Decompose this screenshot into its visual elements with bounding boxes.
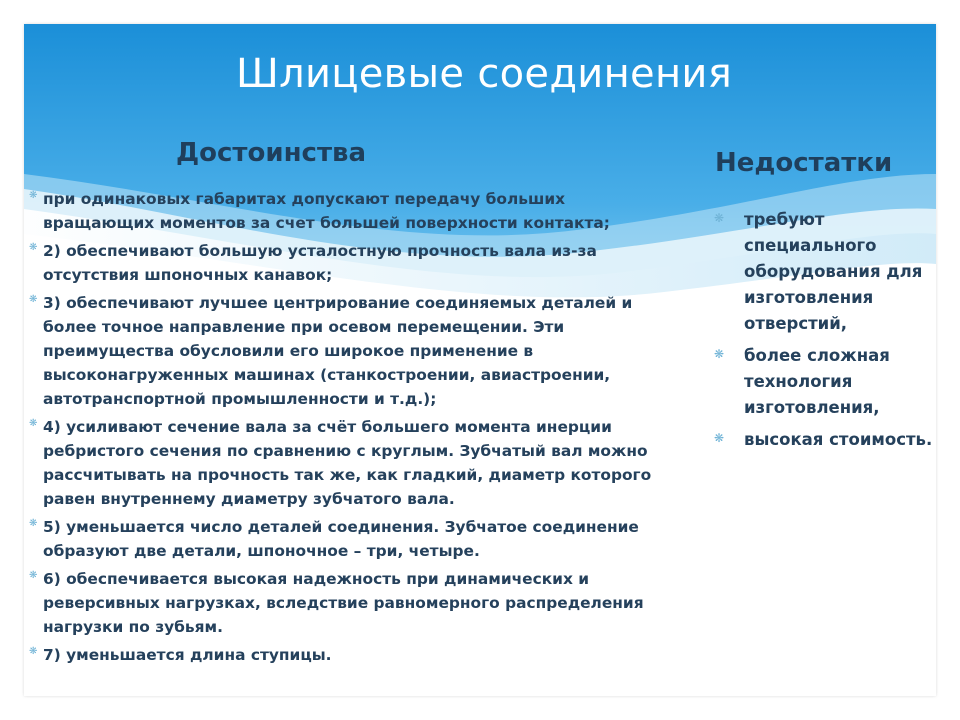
advantage-text: 4) усиливают сечение вала за счёт большего момента инерции ребристого сечения по сравнению с круглым. Зубчатый вал можно рассчитывать на прочность так же, как гладкий, диаметр которого равен внутреннему диаметру зубчатого вала.	[43, 418, 652, 508]
asterisk-bullet-icon: ❋	[29, 418, 38, 429]
advantage-text: при одинаковых габаритах допускают передачу больших вращающих моментов за счет большей поверхности контакта;	[43, 190, 610, 232]
asterisk-bullet-icon: ❋	[29, 190, 38, 201]
disadvantage-text: более сложная технология изготовления,	[744, 346, 890, 417]
disadvantages-list	[714, 207, 934, 459]
advantage-text: 7) уменьшается длина ступицы.	[43, 646, 332, 664]
advantage-text: 2) обеспечивают большую усталостную прочность вала из-за отсутствия шпоночных канавок;	[43, 242, 597, 284]
list-item	[29, 187, 679, 235]
list-item	[29, 415, 679, 511]
asterisk-bullet-icon: ❋	[29, 242, 38, 253]
disadvantage-text: требуют специального оборудования для изготовления отверстий,	[744, 210, 923, 333]
advantage-text: 6) обеспечивается высокая надежность при динамических и реверсивных нагрузках, вследствие равномерного распределения нагрузки по зубьям.	[43, 570, 644, 636]
asterisk-bullet-icon: ❋	[29, 518, 38, 529]
list-item	[29, 643, 679, 667]
disadvantages-heading: Недостатки	[715, 148, 893, 178]
asterisk-bullet-icon: ❋	[29, 294, 38, 305]
asterisk-bullet-icon: ❋	[29, 646, 38, 657]
slide	[24, 24, 936, 696]
asterisk-bullet-icon: ❋	[714, 347, 725, 361]
advantages-heading: Достоинства	[176, 138, 367, 168]
list-item	[714, 343, 934, 421]
list-item	[714, 427, 934, 453]
list-item	[29, 515, 679, 563]
advantages-list	[29, 187, 679, 671]
advantage-text: 3) обеспечивают лучшее центрирование соединяемых деталей и более точное направление при осевом перемещении. Эти преимущества обусловили его широкое применение в высоконагруженных машинах (станкостроении, авиастроении, автотранспортной промышленности и т.д.);	[43, 294, 633, 408]
list-item	[714, 207, 934, 337]
disadvantage-text: высокая стоимость.	[744, 430, 933, 449]
asterisk-bullet-icon: ❋	[714, 211, 725, 225]
list-item	[29, 567, 679, 639]
list-item	[29, 291, 679, 411]
asterisk-bullet-icon: ❋	[714, 431, 725, 445]
slide-title: Шлицевые соединения	[236, 51, 733, 97]
asterisk-bullet-icon: ❋	[29, 570, 38, 581]
list-item	[29, 239, 679, 287]
advantage-text: 5) уменьшается число деталей соединения. Зубчатое соединение образуют две детали, шпоночное – три, четыре.	[43, 518, 639, 560]
